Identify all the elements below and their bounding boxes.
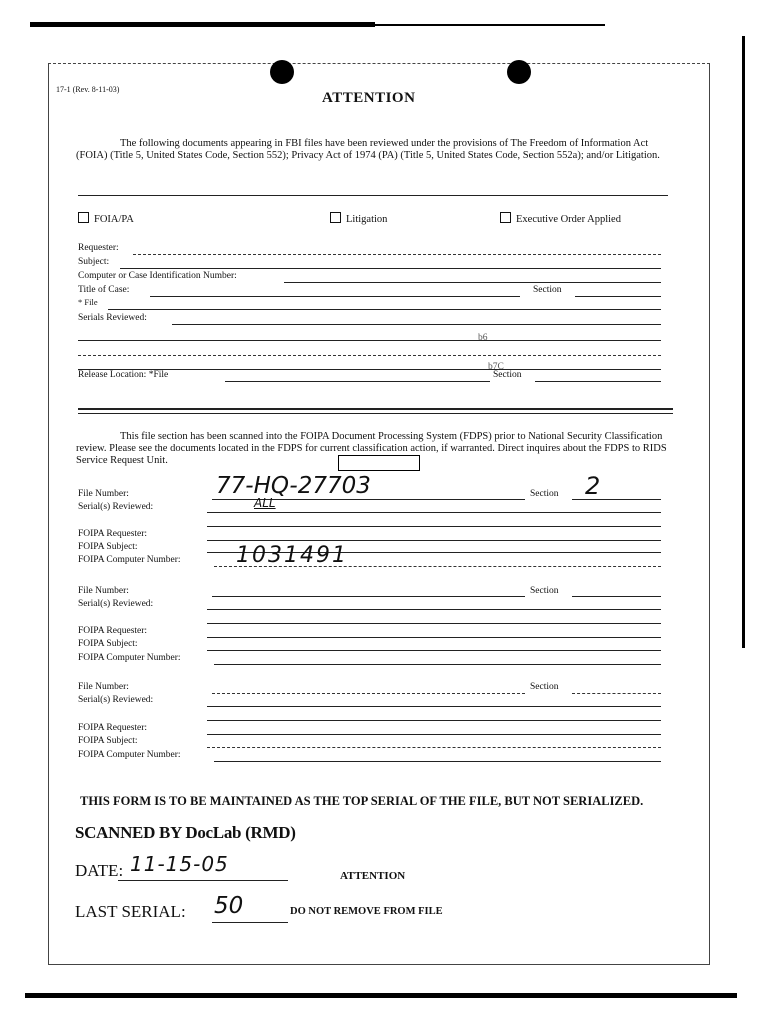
blank-line-5 (207, 623, 661, 624)
punch-hole-left (270, 60, 294, 84)
right-scan-bar (742, 36, 745, 648)
section-label-1: Section (533, 285, 562, 295)
foipa-subject-label-3: FOIPA Subject: (78, 736, 138, 746)
checkbox-executive-box[interactable] (500, 212, 511, 223)
serials-label-2: Serial(s) Reviewed: (78, 599, 154, 609)
section-line-5[interactable] (572, 693, 661, 694)
foipa-computer-label-1: FOIPA Computer Number: (78, 555, 181, 565)
file-number-line-2[interactable] (212, 596, 525, 597)
exemption-b6: b6 (478, 333, 488, 343)
foipa-requester-label-2: FOIPA Requester: (78, 626, 148, 636)
computer-case-line[interactable] (284, 282, 661, 283)
section-line-4[interactable] (572, 596, 661, 597)
last-serial-label: LAST SERIAL: (75, 902, 186, 921)
redaction-box (338, 455, 420, 471)
serials-line-3[interactable] (207, 706, 661, 707)
section-label-5: Section (530, 682, 559, 692)
date-label: DATE: (75, 861, 124, 880)
checkbox-foia[interactable] (78, 212, 134, 226)
do-not-remove-note: DO NOT REMOVE FROM FILE (290, 906, 443, 917)
serials-label-3: Serial(s) Reviewed: (78, 695, 154, 705)
foipa-requester-line-1[interactable] (207, 540, 661, 541)
checkbox-litigation[interactable] (330, 212, 387, 226)
file-number-line-3[interactable] (212, 693, 525, 694)
section-label-2: Section (493, 370, 522, 380)
form-code: 17-1 (Rev. 8-11-03) (56, 85, 120, 94)
foipa-computer-label-3: FOIPA Computer Number: (78, 750, 181, 760)
section-line-1[interactable] (575, 296, 661, 297)
foipa-requester-label-3: FOIPA Requester: (78, 723, 148, 733)
foipa-subject-line-3[interactable] (207, 747, 661, 748)
title-of-case-label: Title of Case: (78, 285, 130, 295)
top-scan-bar (30, 22, 375, 27)
requester-label: Requester: (78, 243, 119, 253)
checkbox-foia-label: FOIA/PA (94, 214, 134, 225)
section-label-3: Section (530, 489, 559, 499)
handwritten-last-serial: 50 (214, 893, 244, 919)
top-scan-bar-thin (375, 24, 605, 26)
bottom-scan-bar (25, 993, 737, 998)
foipa-computer-line-3[interactable] (214, 761, 661, 762)
serials-line-1[interactable] (207, 512, 661, 513)
checkbox-foia-box[interactable] (78, 212, 89, 223)
checkbox-executive-label: Executive Order Applied (516, 214, 621, 225)
serials-line-2[interactable] (207, 609, 661, 610)
exemption-b7c: b7C (488, 362, 504, 372)
handwritten-serials: ALL (254, 496, 276, 510)
subject-label: Subject: (78, 257, 110, 267)
subject-line[interactable] (120, 268, 661, 269)
foipa-subject-label-2: FOIPA Subject: (78, 639, 138, 649)
double-divider-top (78, 408, 673, 410)
checkbox-executive[interactable] (500, 212, 621, 226)
foipa-subject-line-2[interactable] (207, 650, 661, 651)
section-label-4: Section (530, 586, 559, 596)
divider (78, 195, 668, 196)
blank-line-2 (78, 355, 661, 356)
last-serial-line[interactable] (212, 922, 288, 923)
foipa-subject-label-1: FOIPA Subject: (78, 542, 138, 552)
release-location-line[interactable] (225, 381, 490, 382)
serials-label-1: Serial(s) Reviewed: (78, 502, 154, 512)
file-label: * File (78, 297, 98, 307)
section-line-2[interactable] (535, 381, 661, 382)
file-number-label-3: File Number: (78, 682, 129, 692)
requester-line[interactable] (133, 254, 661, 255)
attention-small: ATTENTION (340, 870, 406, 882)
handwritten-file-number: 77-HQ-27703 (216, 473, 371, 499)
checkbox-litigation-box[interactable] (330, 212, 341, 223)
handwritten-date: 11-15-05 (130, 852, 229, 876)
punch-hole-right (507, 60, 531, 84)
file-number-label-1: File Number: (78, 489, 129, 499)
serials-reviewed-label: Serials Reviewed: (78, 313, 147, 323)
computer-case-label: Computer or Case Identification Number: (78, 271, 237, 281)
intro-paragraph: The following documents appearing in FBI files have been reviewed under the provisions of The Freedom of Information Act (FOIA) (Title 5, United States Code, Section 552); Privacy Act of 1974 (PA) (Title 5, United States Code, Section 552a); and/or Litigation. (76, 138, 660, 161)
page-title: ATTENTION (322, 90, 416, 106)
file-line[interactable] (108, 309, 661, 310)
handwritten-computer-number: 1031491 (236, 543, 348, 568)
foipa-requester-label-1: FOIPA Requester: (78, 529, 148, 539)
title-of-case-line[interactable] (150, 296, 520, 297)
foipa-computer-line-2[interactable] (214, 664, 661, 665)
maintain-note: THIS FORM IS TO BE MAINTAINED AS THE TOP SERIAL OF THE FILE, BUT NOT SERIALIZED. (80, 794, 644, 808)
foipa-requester-line-2[interactable] (207, 637, 661, 638)
fdps-paragraph: This file section has been scanned into the FOIPA Document Processing System (FDPS) prior to National Security Classification review. Please see the documents located in the FDPS for current classification action, if warranted. Direct inquires about the FDPS to RIDS Service Request Unit. (76, 431, 667, 466)
blank-line-1 (78, 340, 661, 341)
release-location-label: Release Location: *File (78, 370, 169, 380)
handwritten-section: 2 (585, 472, 601, 500)
date-line[interactable] (118, 880, 288, 881)
checkbox-litigation-label: Litigation (346, 214, 388, 225)
serials-reviewed-line[interactable] (172, 324, 661, 325)
foipa-computer-label-2: FOIPA Computer Number: (78, 653, 181, 663)
foipa-requester-line-3[interactable] (207, 734, 661, 735)
scanned-by-stamp: SCANNED BY DocLab (RMD) (75, 823, 296, 842)
file-number-label-2: File Number: (78, 586, 129, 596)
blank-line-4 (207, 526, 661, 527)
blank-line-6 (207, 720, 661, 721)
double-divider-bottom (78, 413, 673, 414)
